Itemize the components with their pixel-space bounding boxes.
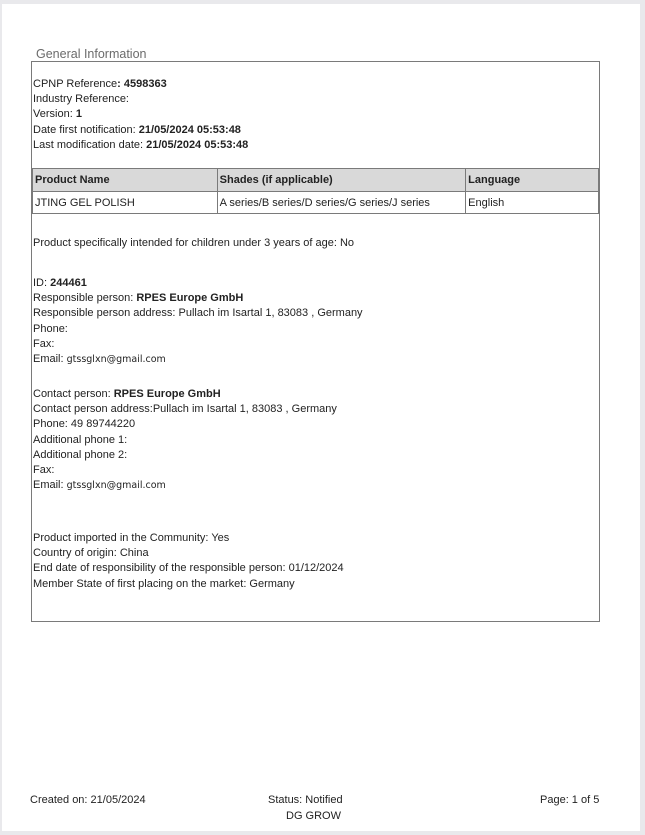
contact-additional-phone-2: Additional phone 2:: [33, 448, 128, 461]
footer-status: Status: Notified: [268, 794, 343, 806]
product-table-header: [33, 169, 599, 192]
contact-fax: Fax:: [33, 464, 55, 477]
children-statement: Product specifically intended for children under 3 years of age: No: [33, 237, 355, 249]
responsible-email: Email: gtssglxn@gmail.com: [33, 353, 166, 366]
responsible-person-block: [33, 276, 363, 367]
country-of-origin: Country of origin: China: [33, 547, 149, 560]
version: Version: 1: [33, 108, 82, 121]
header-language: Language: [466, 169, 599, 192]
responsible-person: Responsible person: RPES Europe GmbH: [33, 292, 244, 305]
footer-created: Created on: 21/05/2024: [30, 794, 146, 806]
cpnp-block: [33, 77, 248, 153]
import-block: [33, 531, 344, 592]
last-modification-date: Last modification date: 21/05/2024 05:53:48: [33, 138, 249, 151]
cell-language: English: [466, 192, 599, 214]
footer-org: DG GROW: [286, 810, 341, 822]
cell-shades: A series/B series/D series/G series/J series: [217, 192, 466, 214]
contact-person: Contact person: RPES Europe GmbH: [33, 388, 221, 400]
date-first-notification: Date first notification: 21/05/2024 05:53:48: [33, 123, 241, 136]
imported-in-community: Product imported in the Community: Yes: [33, 532, 230, 544]
cell-product-name: JTING GEL POLISH: [33, 192, 218, 214]
responsible-fax: Fax:: [33, 337, 55, 350]
contact-phone: Phone: 49 89744220: [33, 418, 136, 431]
responsible-id: ID: 244461: [33, 277, 87, 289]
product-table: [32, 168, 599, 214]
responsible-address: Responsible person address: Pullach im Isartal 1, 83083 , Germany: [33, 307, 363, 320]
end-date-responsibility: End date of responsibility of the responsible person: 01/12/2024: [33, 562, 344, 575]
responsible-phone: Phone:: [33, 322, 68, 335]
table-row: [33, 192, 599, 214]
section-title: General Information: [36, 47, 147, 61]
header-shades: Shades (if applicable): [217, 169, 466, 192]
cpnp-reference: CPNP Reference: 4598363: [33, 78, 167, 90]
member-state: Member State of first placing on the market: Germany: [33, 577, 295, 590]
contact-additional-phone-1: Additional phone 1:: [33, 433, 128, 446]
contact-person-block: [33, 387, 337, 493]
contact-address: Contact person address:Pullach im Isartal 1, 83083 , Germany: [33, 403, 337, 416]
footer-page: Page: 1 of 5: [540, 794, 600, 806]
contact-email: Email: gtssglxn@gmail.com: [33, 479, 166, 492]
industry-reference: Industry Reference:: [33, 93, 129, 106]
header-product-name: Product Name: [33, 169, 218, 192]
